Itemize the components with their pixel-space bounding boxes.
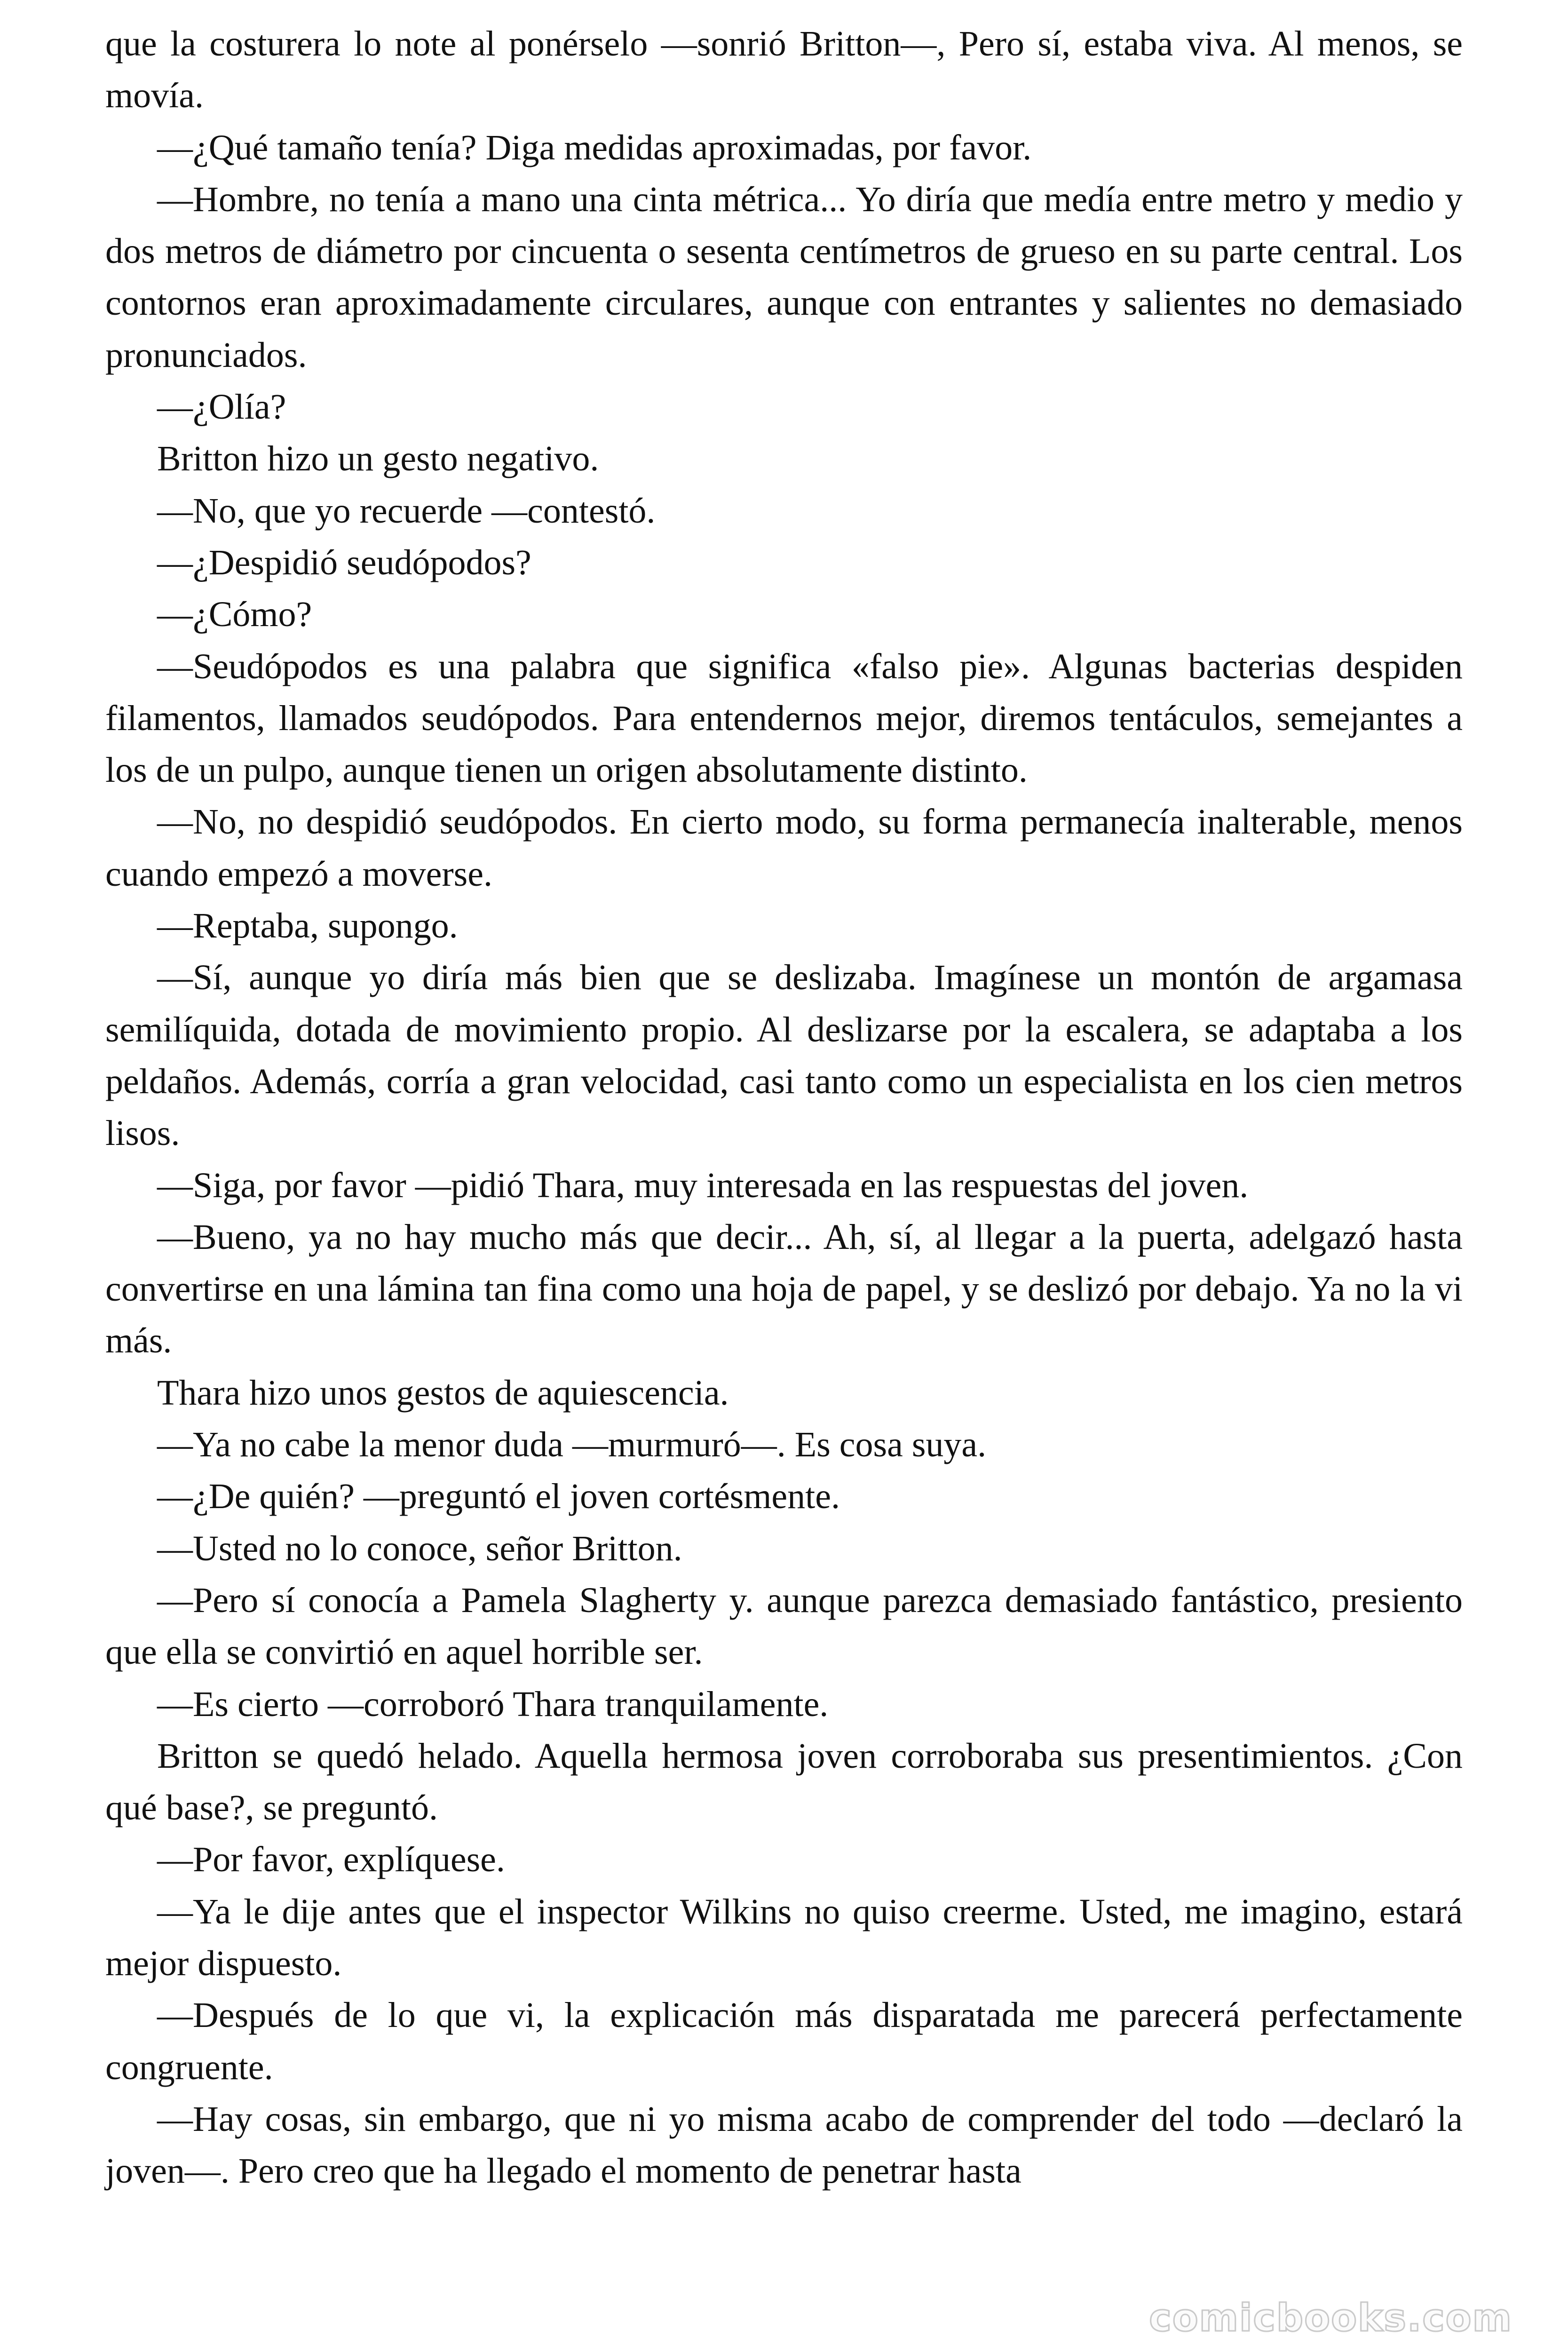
paragraph: —Reptaba, supongo.	[157, 906, 458, 946]
paragraph: —Ya le dije antes que el inspector Wilkins no quiso creerme. Usted, me imagino, estará mejor dispuesto.	[105, 1891, 1463, 1983]
paragraph-continuation: que la costurera lo note al ponérselo —sonrió Britton—, Pero sí, estaba viva. Al menos, se movía.	[105, 24, 1463, 116]
paragraph: —¿Qué tamaño tenía? Diga medidas aproximadas, por favor.	[157, 127, 1032, 167]
paragraph: —Bueno, ya no hay mucho más que decir... Ah, sí, al llegar a la puerta, adelgazó hasta convertirse en una lámina tan fina como una hoja de papel, y se deslizó por debajo. Ya no la vi más.	[105, 1217, 1463, 1361]
paragraph: —¿De quién? —preguntó el joven cortésmente.	[157, 1477, 840, 1517]
paragraph: —¿Despidió seudópodos?	[157, 542, 531, 582]
paragraph: —No, no despidió seudópodos. En cierto modo, su forma permanecía inalterable, menos cuando empezó a moverse.	[105, 802, 1463, 894]
paragraph: —Usted no lo conoce, señor Britton.	[157, 1528, 682, 1568]
paragraph: Thara hizo unos gestos de aquiescencia.	[157, 1373, 729, 1413]
paragraph: —Siga, por favor —pidió Thara, muy interesada en las respuestas del joven.	[157, 1165, 1249, 1205]
paragraph: —Sí, aunque yo diría más bien que se deslizaba. Imagínese un montón de argamasa semilíquida, dotada de movimiento propio. Al deslizarse por la escalera, se adaptaba a los peldaños. Además, corría a gran velocidad, casi tanto como un especialista en los cien metros lisos.	[105, 958, 1463, 1153]
paragraph: Britton hizo un gesto negativo.	[157, 439, 599, 479]
paragraph: —Después de lo que vi, la explicación más disparatada me parecerá perfectamente congruente.	[105, 1995, 1463, 2087]
page-body-text	[105, 18, 1463, 2197]
paragraph: —Hay cosas, sin embargo, que ni yo misma acabo de comprender del todo —declaró la joven—. Pero creo que ha llegado el momento de penetrar hasta	[105, 2099, 1463, 2191]
paragraph: —Pero sí conocía a Pamela Slagherty y. aunque parezca demasiado fantástico, presiento que ella se convirtió en aquel horrible ser.	[105, 1580, 1463, 1672]
paragraph: Britton se quedó helado. Aquella hermosa joven corroboraba sus presentimientos. ¿Con qué base?, se preguntó.	[105, 1736, 1463, 1828]
paragraph: —Es cierto —corroboró Thara tranquilamente.	[157, 1684, 829, 1724]
paragraph: —¿Cómo?	[157, 595, 312, 635]
paragraph: —¿Olía?	[157, 387, 286, 427]
watermark: comicbooks.com	[1149, 2296, 1513, 2340]
paragraph: —No, que yo recuerde —contestó.	[157, 491, 656, 531]
paragraph: —Ya no cabe la menor duda —murmuró—. Es cosa suya.	[157, 1425, 987, 1465]
paragraph: —Seudópodos es una palabra que significa «falso pie». Algunas bacterias despiden filamentos, llamados seudópodos. Para entendernos mejor, diremos tentáculos, semejantes a los de un pulpo, aunque tienen un origen absolutamente distinto.	[105, 646, 1463, 790]
paragraph: —Hombre, no tenía a mano una cinta métrica... Yo diría que medía entre metro y medio y dos metros de diámetro por cincuenta o sesenta centímetros de grueso en su parte central. Los contornos eran aproximadamente circulares, aunque con entrantes y salientes no demasiado pronunciados.	[105, 179, 1463, 375]
paragraph: —Por favor, explíquese.	[157, 1840, 505, 1880]
